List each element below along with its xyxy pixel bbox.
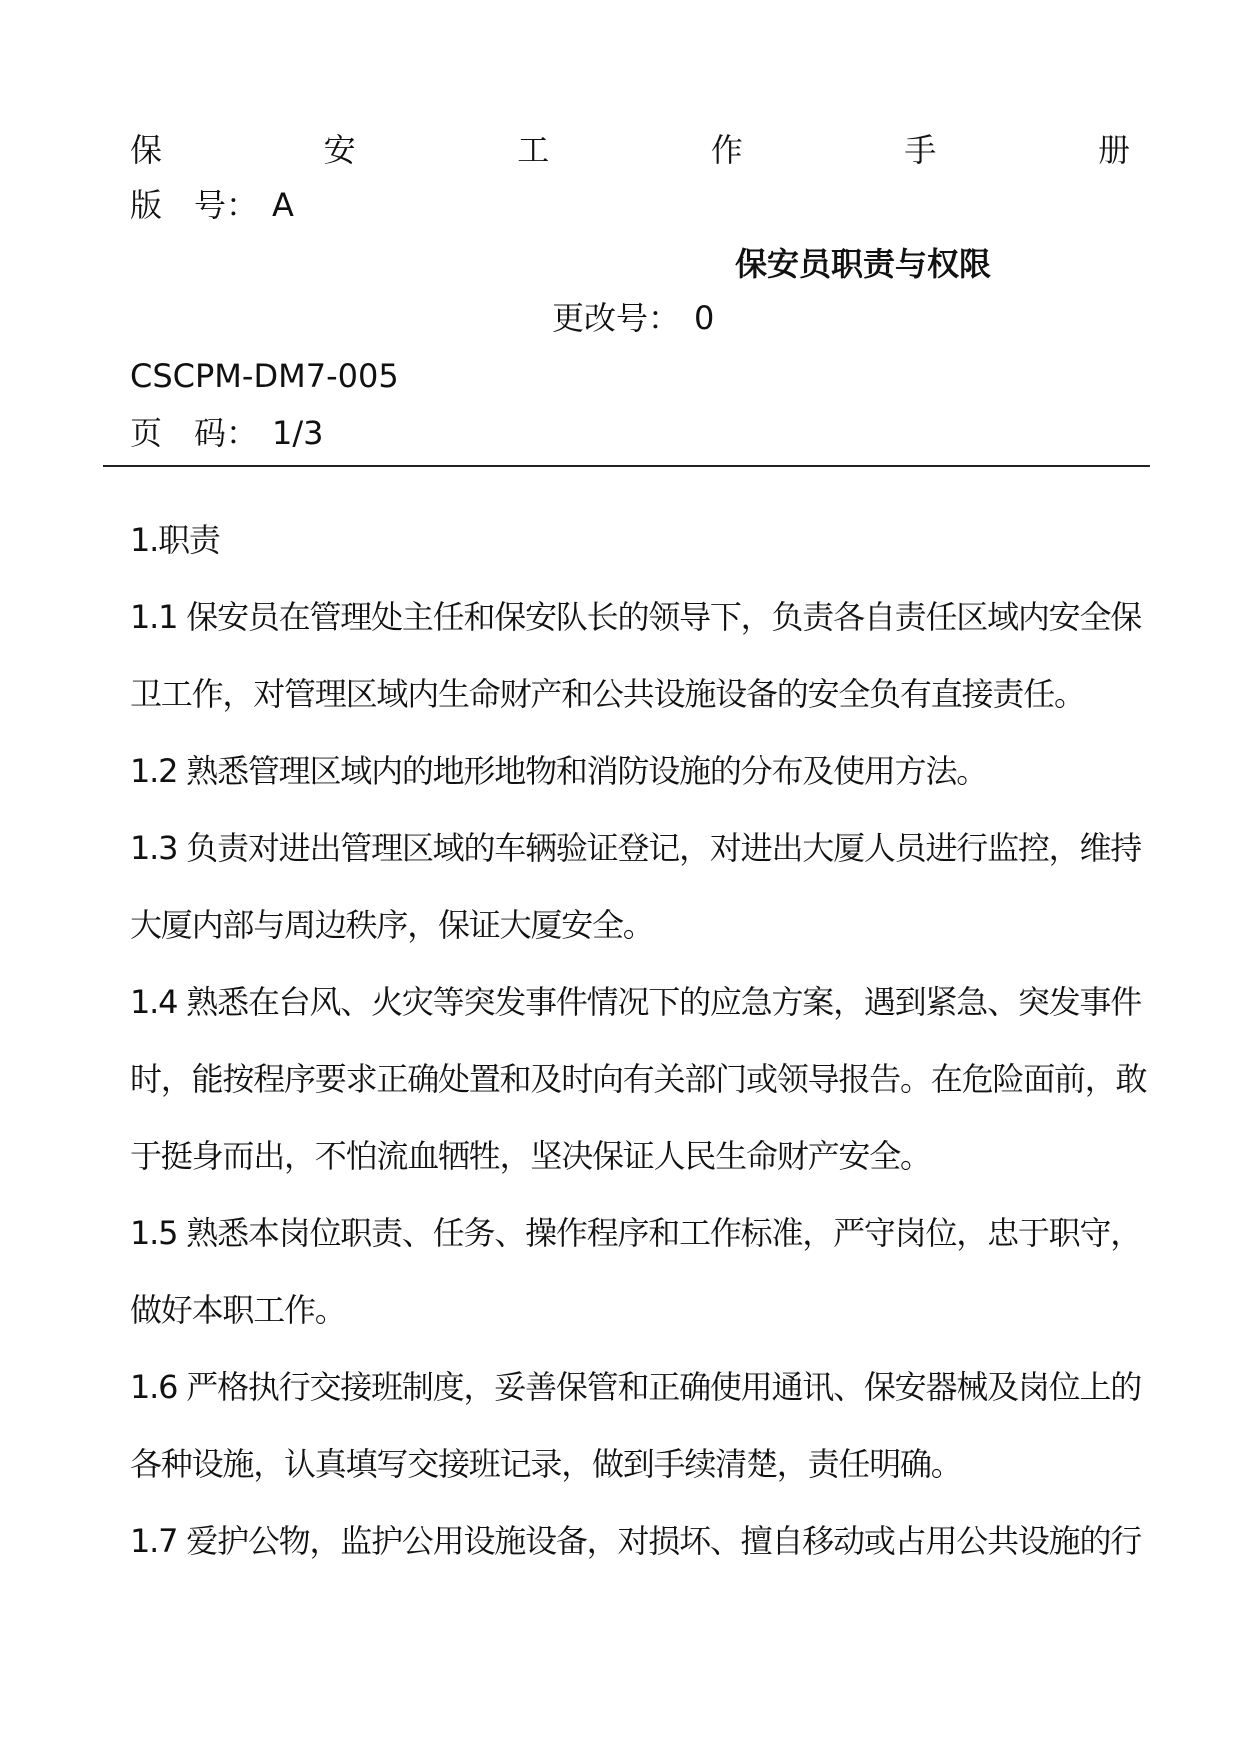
version-value: A <box>272 186 294 224</box>
body-line: 1.2 熟悉管理区域内的地形地物和消防设施的分布及使用方法。 <box>130 752 988 790</box>
body-line: 各种设施，认真填写交接班记录，做到手续清楚，责任明确。 <box>130 1445 962 1483</box>
title-char: 手 <box>904 131 937 169</box>
title-char: 册 <box>1097 131 1130 169</box>
page-label: 页 码： <box>130 414 259 452</box>
body-line: 1.4 熟悉在台风、火灾等突发事件情况下的应急方案，遇到紧急、突发事件 <box>130 983 1142 1021</box>
version-label: 版 号： <box>130 186 259 224</box>
page-value: 1/3 <box>272 414 324 452</box>
section-heading: 1.职责 <box>130 521 220 559</box>
document-heading: 保安员职责与权限 <box>735 245 992 283</box>
body-line: 大厦内部与周边秩序，保证大厦安全。 <box>130 906 654 944</box>
body-line: 1.3 负责对进出管理区域的车辆验证登记，对进出大厦人员进行监控，维持 <box>130 829 1142 867</box>
header-divider <box>103 465 1150 467</box>
title-char: 作 <box>710 131 743 169</box>
body-line: 做好本职工作。 <box>130 1291 346 1329</box>
body-line: 卫工作，对管理区域内生命财产和公共设施设备的安全负有直接责任。 <box>130 675 1085 713</box>
page-row <box>130 413 324 453</box>
title-char: 安 <box>323 131 356 169</box>
change-label: 更改号： <box>552 299 681 337</box>
title-char: 工 <box>517 131 550 169</box>
document-code: CSCPM-DM7-005 <box>130 357 399 395</box>
body-line: 1.6 严格执行交接班制度，妥善保管和正确使用通讯、保安器械及岗位上的 <box>130 1368 1142 1406</box>
change-row <box>552 298 714 338</box>
manual-title <box>130 130 1130 170</box>
change-value: 0 <box>694 299 715 337</box>
body-line: 1.5 熟悉本岗位职责、任务、操作程序和工作标准，严守岗位，忠于职守， <box>130 1214 1142 1252</box>
body-line: 于挺身而出，不怕流血牺牲，坚决保证人民生命财产安全。 <box>130 1137 931 1175</box>
body-line: 1.1 保安员在管理处主任和保安队长的领导下，负责各自责任区域内安全保 <box>130 598 1142 636</box>
body-line: 1.7 爱护公物，监护公用设施设备，对损坏、擅自移动或占用公共设施的行 <box>130 1522 1142 1560</box>
title-char: 保 <box>130 131 163 169</box>
body-line: 时，能按程序要求正确处置和及时向有关部门或领导报告。在危险面前，敢 <box>130 1060 1147 1098</box>
version-row <box>130 185 294 225</box>
